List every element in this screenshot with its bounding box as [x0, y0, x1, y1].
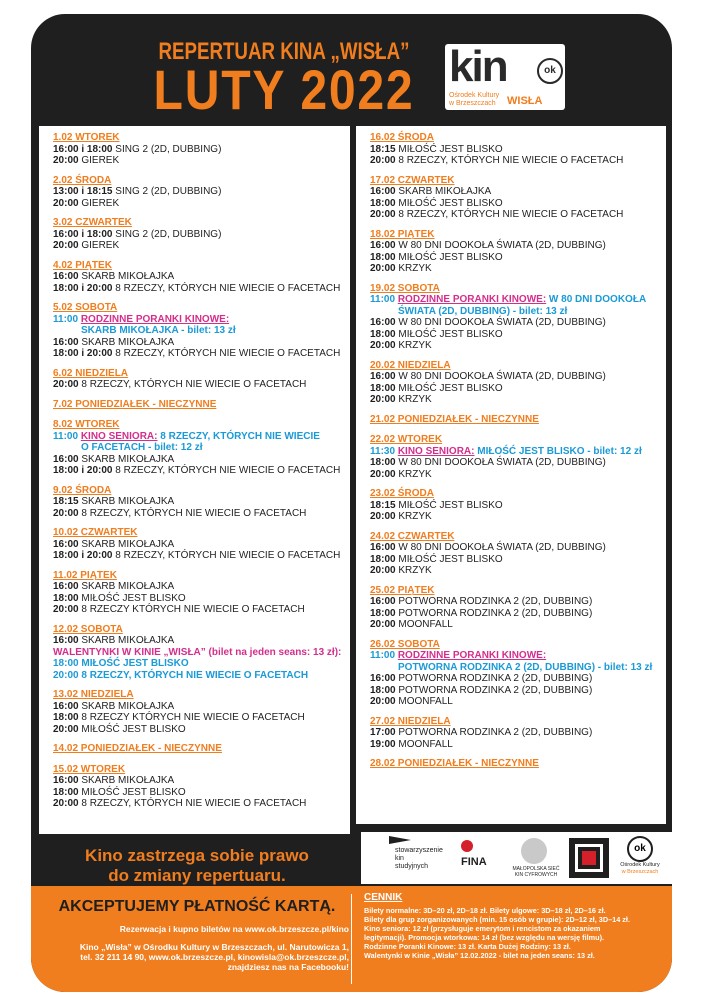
special-screening	[53, 314, 340, 326]
special-title: 8 RZECZY, KTÓRYCH NIE WIECIE	[157, 430, 320, 442]
showing-title: MIŁOŚĆ JEST BLISKO	[81, 723, 186, 735]
showing	[53, 593, 340, 605]
special-title: W 80 DNI DOOKOŁA	[546, 294, 647, 305]
showing	[53, 604, 340, 616]
showing-time: 20:00	[53, 604, 79, 615]
showing	[370, 252, 656, 264]
showing-time: 18:00 i 20:00	[53, 550, 113, 561]
showing	[370, 542, 656, 554]
day-heading: 2.02 ŚRODA	[53, 174, 112, 186]
day-heading: 7.02 PONIEDZIAŁEK - NIECZYNNE	[53, 398, 217, 410]
showing-time: 20:00	[53, 155, 79, 166]
showing-time: 16:00	[370, 596, 396, 607]
showing	[53, 229, 340, 241]
showing-time: 20:00	[370, 209, 396, 220]
showing-title: 8 RZECZY, KTÓRYCH NIE WIECIE O FACETACH	[398, 209, 624, 220]
day-entry	[370, 283, 656, 352]
showing-title: 8 RZECZY, KTÓRYCH NIE WIECIE O FACETACH	[398, 155, 624, 166]
showing	[53, 550, 340, 562]
day-entry	[53, 217, 340, 252]
showing-title: MIŁOŚĆ JEST BLISKO	[398, 499, 503, 511]
day-entry	[53, 399, 340, 411]
day-entry	[370, 229, 656, 275]
showing	[53, 465, 340, 477]
showing-time: 20:00	[53, 379, 79, 390]
showing	[53, 155, 340, 167]
day-heading: 21.02 PONIEDZIAŁEK - NIECZYNNE	[370, 413, 539, 425]
day-heading: 5.02 SOBOTA	[53, 302, 118, 313]
day-entry	[53, 624, 340, 682]
day-heading: 9.02 ŚRODA	[53, 484, 112, 496]
showing-title: MIŁOŚĆ JEST BLISKO	[398, 382, 503, 394]
showing-time: 17:00	[370, 727, 396, 738]
showing	[53, 670, 340, 682]
showing-title: SKARB MIKOŁAJKA	[81, 453, 175, 465]
notice-text: Kino zastrzega sobie prawo do zmiany repertuaru.	[85, 846, 309, 885]
day-entry	[53, 527, 340, 562]
day-entry	[370, 531, 656, 577]
showing	[370, 469, 656, 481]
showing	[370, 608, 656, 620]
day-entry	[53, 485, 340, 520]
showing-title: SKARB MIKOŁAJKA	[81, 496, 175, 507]
special-time: 11:00	[53, 430, 79, 442]
showing-time: 18:00	[370, 457, 396, 468]
special-title: MIŁOŚĆ JEST BLISKO - bilet: 12 zł	[474, 445, 642, 457]
day-entry	[370, 488, 656, 523]
day-entry	[53, 175, 340, 210]
showing-title: W 80 DNI DOOKOŁA ŚWIATA (2D, DUBBING)	[398, 457, 606, 468]
showing-title: MOONFALL	[398, 619, 453, 630]
showing	[370, 263, 656, 275]
showing-time: 16:00	[53, 336, 79, 348]
poster-frame	[31, 14, 672, 992]
showing-title: MIŁOŚĆ JEST BLISKO	[398, 143, 503, 155]
showing-title: 8 RZECZY, KTÓRYCH NIE WIECIE O FACETACH	[115, 465, 341, 476]
ok-icon: ok	[627, 836, 653, 862]
showing-time: 18:00	[370, 197, 396, 209]
special-tag: RODZINNE PORANKI KINOWE:	[80, 313, 230, 325]
special-tag: KINO SENIORA:	[80, 430, 158, 442]
special-title-cont: ŚWIATA (2D, DUBBING) - bilet: 13 zł	[398, 305, 568, 317]
day-heading: 26.02 SOBOTA	[370, 638, 440, 650]
day-entry	[53, 302, 340, 360]
day-entry	[370, 132, 656, 167]
showing	[370, 596, 656, 608]
showing-title: MIŁOŚĆ JEST BLISKO	[398, 328, 503, 340]
showing-title: MIŁOŚĆ JEST BLISKO	[81, 592, 186, 604]
day-entry	[53, 764, 340, 810]
day-heading: 25.02 PIĄTEK	[370, 584, 435, 596]
logo-subtitle: Ośrodek Kultury w Brzeszczach	[449, 92, 500, 107]
showing-title: 8 RZECZY, KTÓRYCH NIE WIECIE O FACETACH	[81, 507, 307, 519]
showing-time: 16:00	[53, 775, 79, 786]
showing	[53, 701, 340, 713]
footer	[31, 886, 672, 992]
showing-title: 8 RZECZY, KTÓRYCH NIE WIECIE O FACETACH	[81, 669, 309, 681]
showing-title: MIŁOŚĆ JEST BLISKO	[81, 786, 186, 798]
showing	[53, 581, 340, 593]
showing-time: 16:00	[53, 271, 79, 282]
showing-time: 16:00 i 18:00	[53, 228, 113, 240]
showing-time: 16:00	[53, 635, 79, 646]
day-heading: 27.02 NIEDZIELA	[370, 715, 451, 727]
showing-title: SKARB MIKOŁAJKA	[81, 775, 175, 786]
day-entry	[53, 689, 340, 735]
showing-time: 20:00	[53, 798, 79, 809]
showing-time: 20:00	[53, 240, 79, 251]
showing-time: 18:00 i 20:00	[53, 465, 113, 476]
showing	[53, 454, 340, 466]
cinema-network-icon	[569, 838, 609, 878]
showing-title: 8 RZECZY, KTÓRYCH NIE WIECIE O FACETACH	[115, 348, 341, 359]
day-entry	[370, 414, 656, 426]
showing-time: 16:00	[370, 371, 396, 382]
showing	[370, 457, 656, 469]
showing	[370, 186, 656, 198]
showing-time: 19:00	[370, 738, 396, 750]
day-heading: 4.02 PIĄTEK	[53, 259, 112, 271]
showing-title: POTWORNA RODZINKA 2 (2D, DUBBING)	[398, 684, 593, 696]
showing-time: 20:00	[370, 565, 396, 576]
showing-time: 20:00	[370, 468, 396, 480]
showing-title: 8 RZECZY KTÓRYCH NIE WIECIE O FACETACH	[81, 712, 305, 723]
showing-time: 16:00	[53, 453, 79, 465]
showing-time: 20:00	[53, 669, 79, 681]
showing-title: KRZYK	[398, 468, 432, 480]
showing-title: SKARB MIKOŁAJKA	[81, 635, 175, 646]
showing-time: 20:00	[370, 619, 396, 630]
special-time: 11:30	[370, 445, 396, 457]
header-title: REPERTUAR KINA „WISŁA”	[158, 38, 410, 65]
showing	[53, 271, 340, 283]
showing	[370, 727, 656, 739]
day-heading: 20.02 NIEDZIELA	[370, 359, 451, 371]
day-entry	[53, 743, 340, 755]
footer-divider	[351, 894, 352, 984]
day-heading: 24.02 CZWARTEK	[370, 530, 455, 542]
showing	[53, 635, 340, 647]
schedule-column-right	[356, 126, 666, 824]
showing	[370, 209, 656, 221]
address-line: Kino „Wisła” w Ośrodku Kultury w Brzeszczach, ul. Narutowicza 1,	[79, 942, 349, 952]
showing-time: 20:00	[53, 507, 79, 519]
showing-time: 18:00 i 20:00	[53, 348, 113, 359]
showing	[370, 739, 656, 751]
showing	[53, 775, 340, 787]
showing-title: MIŁOŚĆ JEST BLISKO	[398, 197, 503, 209]
showing-title: MIŁOŚĆ JEST BLISKO	[398, 251, 503, 263]
showing-title: 8 RZECZY, KTÓRYCH NIE WIECIE O FACETACH	[115, 282, 341, 294]
showing-title: KRZYK	[398, 340, 432, 351]
showing	[53, 508, 340, 520]
showing-title: SING 2 (2D, DUBBING)	[115, 143, 222, 155]
showing-time: 16:00	[370, 186, 396, 197]
special-tag: RODZINNE PORANKI KINOWE:	[397, 650, 547, 661]
showing-time: 16:00	[370, 240, 396, 251]
showing	[53, 539, 340, 551]
showing-time: 18:00	[370, 607, 396, 619]
price-line: Bilety dla grup zorganizowanych (min. 15 osób w grupie): 2D–12 zł, 3D–14 zł.	[364, 915, 630, 924]
day-heading: 11.02 PIĄTEK	[53, 569, 117, 581]
showing-time: 20:00	[370, 696, 396, 707]
day-heading: 22.02 WTOREK	[370, 434, 443, 445]
special-screening	[370, 294, 656, 306]
day-heading: 17.02 CZWARTEK	[370, 174, 455, 186]
day-heading: 1.02 WTOREK	[53, 132, 120, 143]
day-entry	[370, 360, 656, 406]
showing-time: 20:00	[370, 155, 396, 166]
showing	[53, 787, 340, 799]
showing	[370, 565, 656, 577]
price-line: Rodzinne Poranki Kinowe: 13 zł. Karta Dużej Rodziny: 13 zł.	[364, 942, 571, 951]
showing-time: 16:00	[370, 673, 396, 684]
malopolska-logo: MAŁOPOLSKA SIEĆ KIN CYFROWYCH	[512, 866, 560, 878]
payment-title: AKCEPTUJEMY PŁATNOŚĆ KARTĄ.	[58, 898, 336, 915]
showing-title: SKARB MIKOŁAJKA	[398, 186, 492, 197]
showing-time: 18:00	[370, 328, 396, 340]
day-entry	[370, 716, 656, 751]
showing	[370, 685, 656, 697]
showing	[370, 198, 656, 210]
showing-title: SKARB MIKOŁAJKA	[81, 700, 175, 712]
showing-title: 8 RZECZY, KTÓRYCH NIE WIECIE O FACETACH	[115, 550, 341, 561]
showing	[53, 496, 340, 508]
showing-title: POTWORNA RODZINKA 2 (2D, DUBBING)	[398, 673, 593, 684]
price-line: Kino seniora: 12 zł (przysługuje emerytom i rencistom za okazaniem	[364, 924, 601, 933]
contact-line: tel. 32 211 14 90, www.ok.brzeszcze.pl, kinowisla@ok.brzeszcze.pl,	[80, 952, 349, 962]
showing-title: MIŁOŚĆ JEST BLISKO	[81, 658, 189, 669]
day-heading: 6.02 NIEDZIELA	[53, 367, 129, 379]
showing-title: W 80 DNI DOOKOŁA ŚWIATA (2D, DUBBING)	[398, 542, 606, 553]
showing-title: GIEREK	[81, 155, 120, 166]
showing-time: 16:00	[370, 317, 396, 328]
showing-time: 16:00	[53, 700, 79, 712]
day-entry	[53, 419, 340, 477]
showing	[370, 511, 656, 523]
price-list	[361, 886, 672, 992]
showing-time: 16:00	[53, 538, 79, 550]
showing-title: KRZYK	[398, 263, 432, 274]
showing	[370, 383, 656, 395]
showing	[370, 240, 656, 252]
showing	[370, 144, 656, 156]
sponsors	[361, 832, 672, 884]
reservation-line: Rezerwacja i kupno biletów na www.ok.brzeszcze.pl/kino	[119, 924, 349, 934]
showing	[53, 348, 340, 360]
showing	[370, 340, 656, 352]
showing-time: 18:15	[370, 143, 396, 155]
showing	[370, 371, 656, 383]
showing-title: MOONFALL	[398, 696, 453, 707]
showing-time: 18:00	[370, 684, 396, 696]
showing-time: 16:00	[53, 581, 79, 592]
showing-time: 18:00	[370, 553, 396, 565]
day-heading: 15.02 WTOREK	[53, 763, 126, 775]
sks-logo: stowarzyszenie kin studyjnych	[395, 847, 443, 870]
special-time: 11:00	[370, 650, 396, 661]
special-tag: RODZINNE PORANKI KINOWE:	[397, 294, 547, 305]
showing-title: POTWORNA RODZINKA 2 (2D, DUBBING)	[398, 727, 593, 738]
showing-time: 16:00 i 18:00	[53, 143, 113, 155]
showing-time: 18:00	[53, 712, 79, 723]
sks-arrow-icon	[389, 836, 411, 846]
day-heading: 13.02 NIEDZIELA	[53, 689, 134, 700]
showing	[53, 240, 340, 252]
showing-title: SKARB MIKOŁAJKA	[81, 271, 175, 282]
showing-time: 18:15	[53, 496, 79, 507]
special-screening	[370, 650, 656, 662]
showing-title: GIEREK	[81, 197, 120, 209]
day-heading: 14.02 PONIEDZIAŁEK - NIECZYNNE	[53, 743, 222, 754]
showing-title: SKARB MIKOŁAJKA	[81, 581, 175, 592]
showing-title: MOONFALL	[398, 738, 453, 750]
day-heading: 10.02 CZWARTEK	[53, 527, 138, 538]
showing	[53, 724, 340, 736]
price-line: Bilety normalne: 3D–20 zł, 2D–18 zł. Bilety ulgowe: 3D–18 zł, 2D–16 zł.	[364, 906, 606, 915]
showing-time: 20:00	[53, 197, 79, 209]
special-screening	[370, 446, 656, 458]
showing	[53, 658, 340, 670]
day-entry	[53, 368, 340, 391]
showing-title: POTWORNA RODZINKA 2 (2D, DUBBING)	[398, 607, 593, 619]
special-screening	[53, 431, 340, 443]
day-heading: 18.02 PIĄTEK	[370, 228, 435, 240]
logo-kin-text: kin	[449, 42, 507, 91]
showing-time: 20:00	[370, 263, 396, 274]
showing	[370, 317, 656, 329]
ok-brzeszcze-logo: Ośrodek Kultury w Brzeszczach	[620, 862, 660, 875]
showing-title: GIEREK	[81, 240, 120, 251]
malopolska-icon	[521, 838, 547, 864]
showing-time: 18:00	[370, 382, 396, 394]
showing-title: POTWORNA RODZINKA 2 (2D, DUBBING)	[398, 596, 593, 607]
showing-title: 8 RZECZY, KTÓRYCH NIE WIECIE O FACETACH	[81, 798, 307, 809]
fina-logo: FINA	[461, 856, 487, 868]
kino-wisla-logo	[445, 44, 565, 110]
showing	[53, 186, 340, 198]
showing	[53, 712, 340, 724]
showing	[370, 696, 656, 708]
showing-title: SING 2 (2D, DUBBING)	[115, 186, 222, 197]
showing-title: KRZYK	[398, 511, 432, 522]
special-title-cont: SKARB MIKOŁAJKA - bilet: 13 zł	[81, 325, 236, 336]
day-entry	[53, 570, 340, 616]
day-entry	[370, 758, 656, 770]
showing-title: SKARB MIKOŁAJKA	[81, 336, 175, 348]
day-entry	[370, 175, 656, 221]
price-line: Walentynki w Kinie „Wisła” 12.02.2022 - bilet na jeden seans: 13 zł.	[364, 951, 595, 960]
day-heading: 19.02 SOBOTA	[370, 282, 440, 294]
showing-time: 18:00 i 20:00	[53, 282, 113, 294]
showing	[370, 673, 656, 685]
showing-title: SKARB MIKOŁAJKA	[81, 538, 175, 550]
showing	[370, 500, 656, 512]
showing-time: 20:00	[370, 394, 396, 405]
day-entry	[370, 434, 656, 480]
fina-icon	[461, 840, 473, 852]
special-tag: KINO SENIORA:	[397, 445, 475, 457]
showing-time: 18:00	[370, 251, 396, 263]
day-heading: 3.02 CZWARTEK	[53, 217, 132, 228]
valentine-heading: WALENTYNKI W KINIE „WISŁA” (bilet na jeden seans: 13 zł):	[53, 646, 342, 658]
showing-title: MIŁOŚĆ JEST BLISKO	[398, 553, 503, 565]
day-entry	[370, 639, 656, 708]
header	[31, 14, 672, 121]
price-list-title: CENNIK	[364, 892, 403, 903]
special-time: 11:00	[53, 313, 79, 325]
showing	[370, 554, 656, 566]
showing-time: 13:00 i 18:15	[53, 186, 113, 197]
price-line: legitymacji). Promocja wtorkowa: 14 zł (bez względu na wersję filmu).	[364, 933, 605, 942]
showing-title: W 80 DNI DOOKOŁA ŚWIATA (2D, DUBBING)	[398, 371, 606, 382]
showing-title: SING 2 (2D, DUBBING)	[115, 228, 222, 240]
showing	[53, 337, 340, 349]
showing	[370, 394, 656, 406]
facebook-line: znajdziesz nas na Facebooku!	[227, 962, 349, 972]
showing-time: 18:00	[53, 592, 79, 604]
showing-title: KRZYK	[398, 565, 432, 576]
showing	[53, 144, 340, 156]
showing	[370, 329, 656, 341]
showing-title: 8 RZECZY, KTÓRYCH NIE WIECIE O FACETACH	[81, 379, 307, 390]
showing-title: W 80 DNI DOOKOŁA ŚWIATA (2D, DUBBING)	[398, 317, 606, 328]
showing-time: 20:00	[53, 723, 79, 735]
special-title-cont: O FACETACH - bilet: 12 zł	[81, 442, 203, 453]
showing	[53, 798, 340, 810]
showing-title: KRZYK	[398, 394, 432, 405]
showing	[53, 283, 340, 295]
day-entry	[370, 585, 656, 631]
day-entry	[53, 260, 340, 295]
showing-time: 16:00	[370, 542, 396, 553]
logo-wisla: WISŁA	[507, 95, 543, 107]
day-heading: 12.02 SOBOTA	[53, 623, 123, 635]
day-heading: 23.02 ŚRODA	[370, 488, 434, 499]
showing-time: 20:00	[370, 340, 396, 351]
showing-title: 8 RZECZY KTÓRYCH NIE WIECIE O FACETACH	[81, 604, 305, 615]
day-heading: 28.02 PONIEDZIAŁEK - NIECZYNNE	[370, 758, 539, 769]
showing-time: 20:00	[370, 511, 396, 522]
showing	[370, 619, 656, 631]
header-month: LUTY 2022	[153, 58, 415, 121]
schedule-column-left	[39, 126, 350, 834]
showing-title: W 80 DNI DOOKOŁA ŚWIATA (2D, DUBBING)	[398, 240, 606, 251]
showing	[53, 379, 340, 391]
special-time: 11:00	[370, 294, 396, 305]
day-entry	[53, 132, 340, 167]
day-heading: 16.02 ŚRODA	[370, 132, 434, 143]
showing-time: 18:00	[53, 786, 79, 798]
day-heading: 8.02 WTOREK	[53, 419, 120, 430]
showing-time: 18:00	[53, 658, 79, 669]
ok-logo-icon: ok	[537, 58, 563, 84]
showing	[53, 198, 340, 210]
showing	[370, 155, 656, 167]
special-title-cont: POTWORNA RODZINKA 2 (2D, DUBBING) - bilet: 13 zł	[398, 661, 653, 673]
showing-time: 18:15	[370, 499, 396, 511]
